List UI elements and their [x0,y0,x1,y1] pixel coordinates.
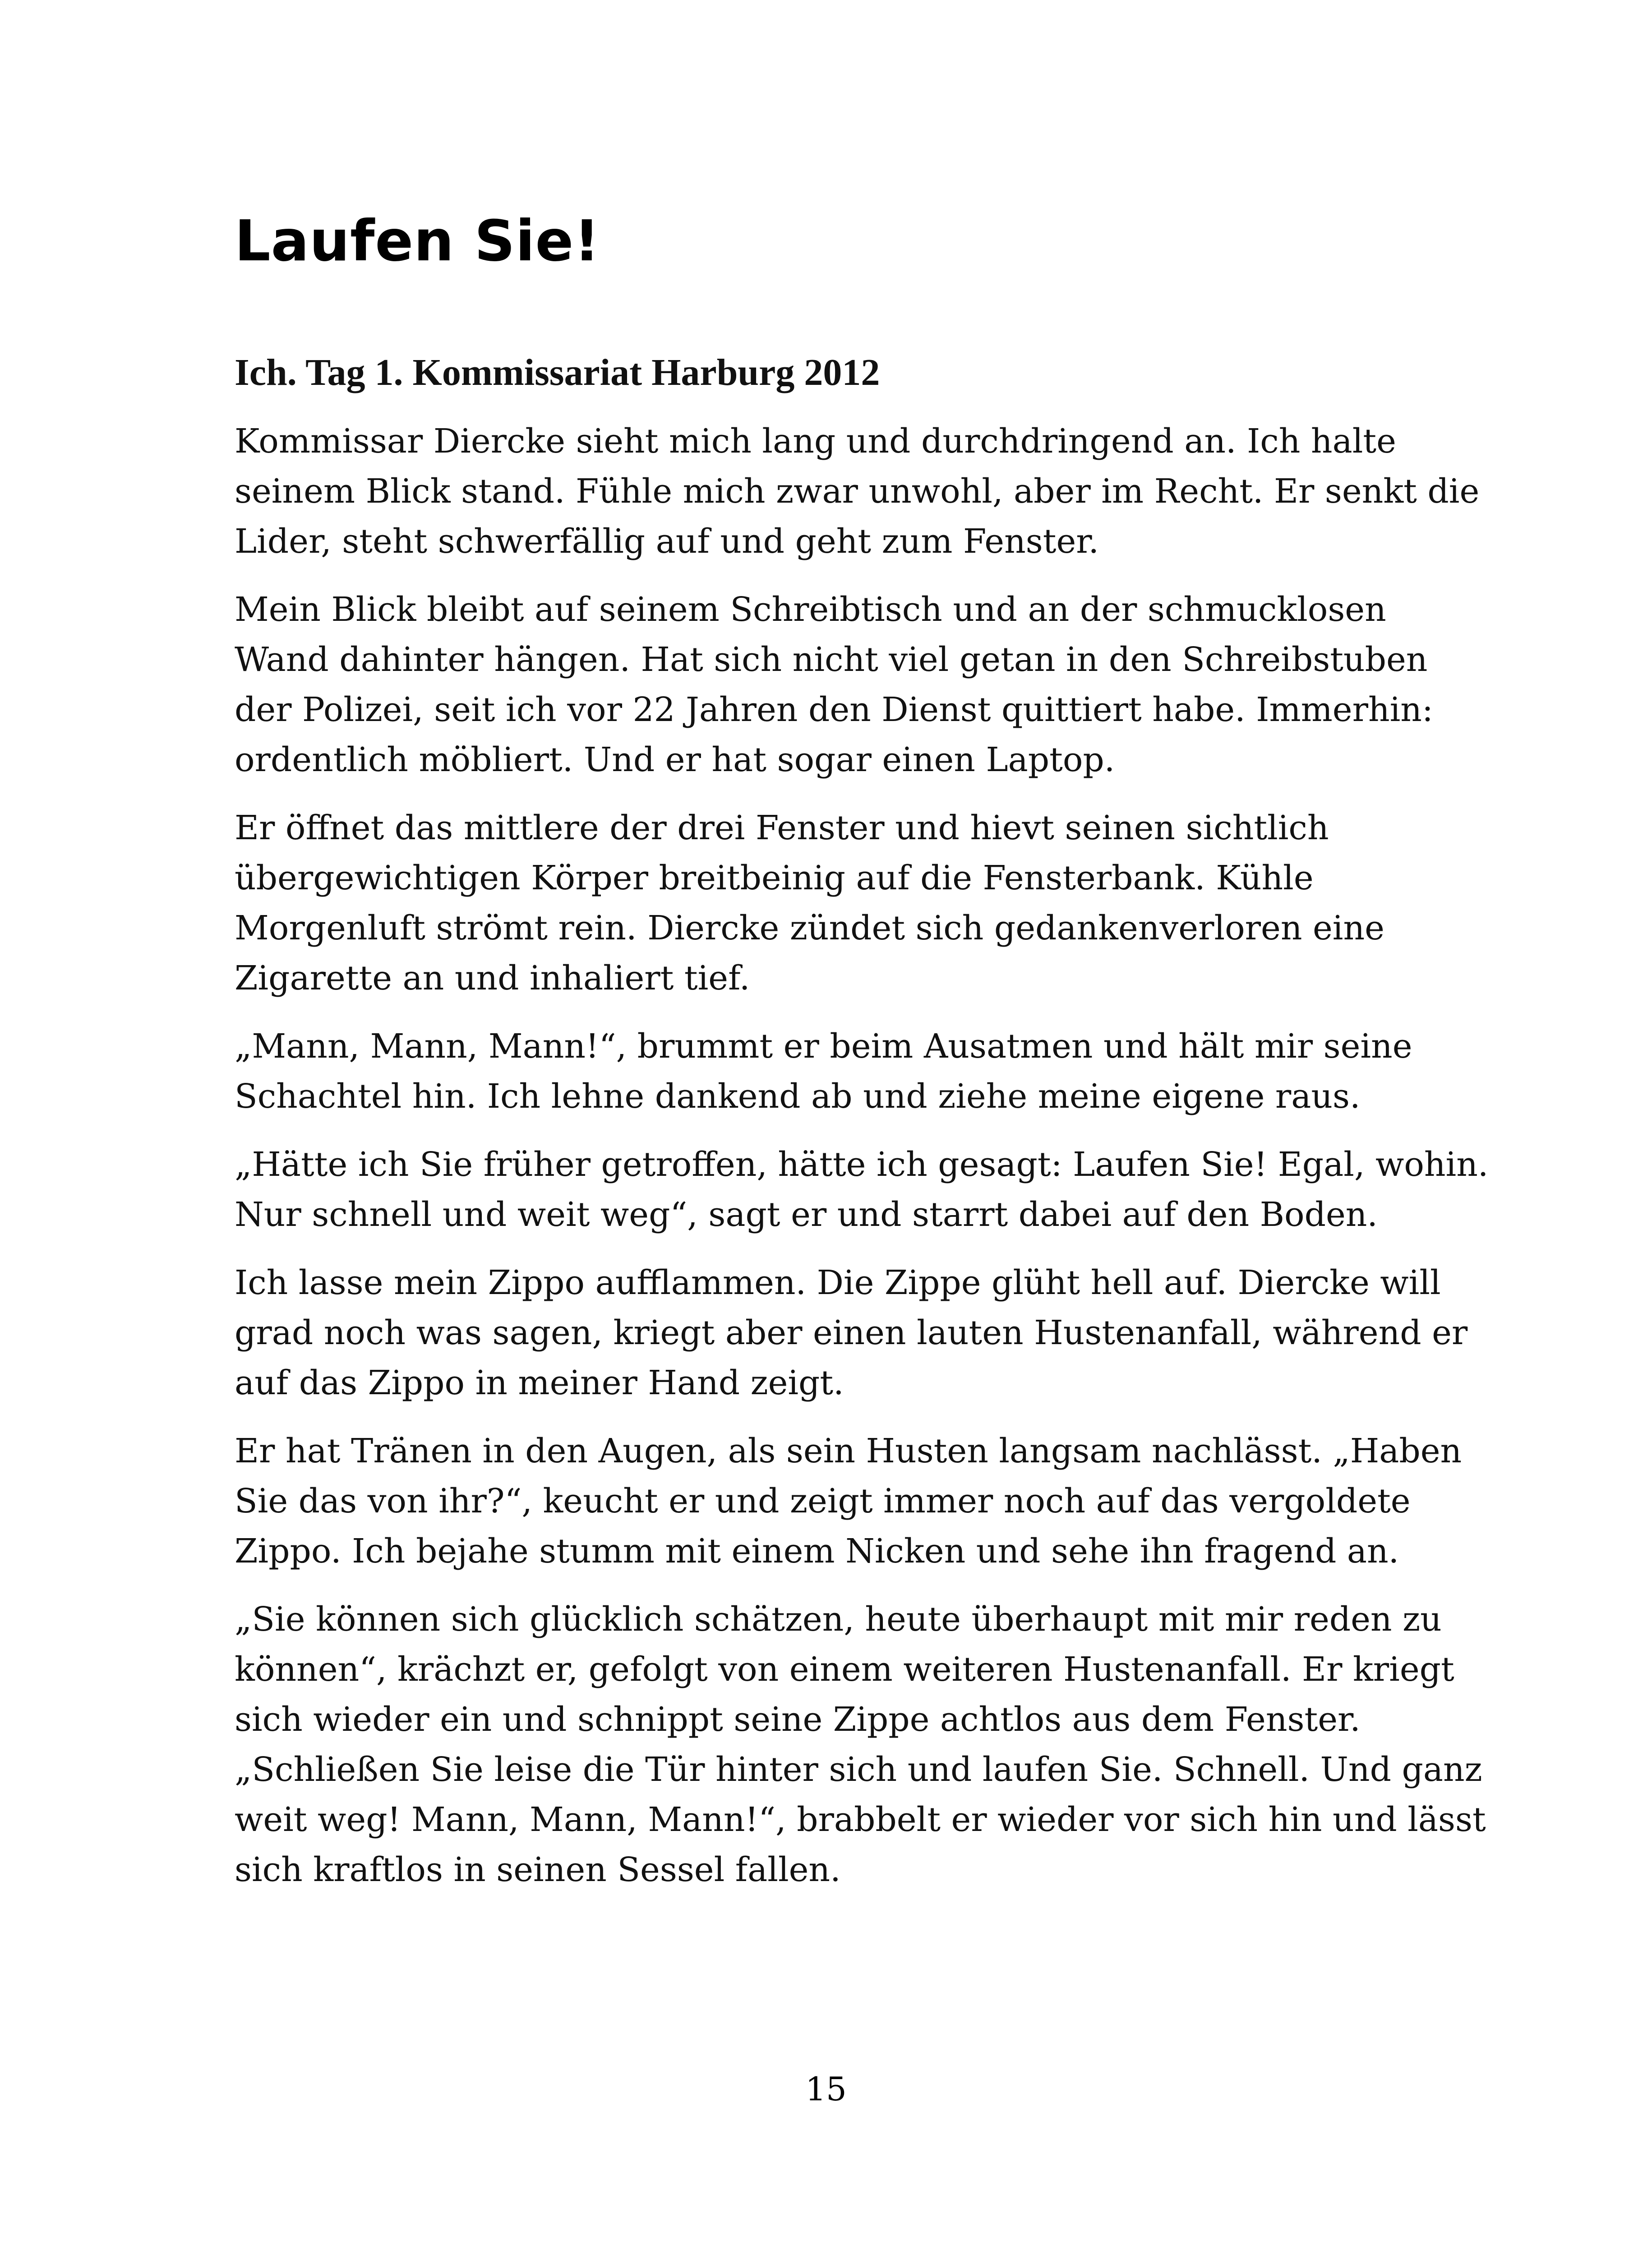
paragraph [235,585,1462,785]
chapter-title: Laufen Sie! [235,208,600,274]
paragraph-list [235,416,1489,1895]
text-line: Nur schnell und weit weg“, sagt er und starrt dabei auf den Boden. [235,1195,1378,1234]
text-line: „Sie können sich glücklich schätzen, heute überhaupt mit mir reden zu [235,1600,1442,1639]
text-line: Ich lasse mein Zippo aufflammen. Die Zippe glüht hell auf. Diercke will [235,1263,1441,1302]
page-number: 15 [805,2070,847,2108]
text-line: Lider, steht schwerfällig auf und geht zum Fenster. [235,522,1099,561]
section-heading: Ich. Tag 1. Kommissariat Harburg 2012 [235,351,880,393]
text-line: Er hat Tränen in den Augen, als sein Husten langsam nachlässt. „Haben [235,1432,1462,1470]
text-line: übergewichtigen Körper breitbeinig auf die Fensterbank. Kühle [235,859,1314,897]
paragraph [235,1022,1462,1122]
paragraph [235,1258,1468,1408]
text-line: Mein Blick bleibt auf seinem Schreibtisch und an der schmucklosen [235,590,1386,629]
text-line: Sie das von ihr?“, keucht er und zeigt immer noch auf das vergoldete [235,1482,1411,1521]
text-line: Morgenluft strömt rein. Diercke zündet sich gedankenverloren eine [235,909,1384,948]
text-line: Kommissar Diercke sieht mich lang und durchdringend an. Ich halte [235,422,1396,461]
paragraph [235,803,1462,1003]
paragraph [235,1140,1489,1240]
text-line: „Mann, Mann, Mann!“, brummt er beim Ausatmen und hält mir seine [235,1027,1412,1066]
text-line: auf das Zippo in meiner Hand zeigt. [235,1364,844,1402]
text-line: der Polizei, seit ich vor 22 Jahren den Dienst quittiert habe. Immerhin: [235,690,1433,729]
text-line: Er öffnet das mittlere der drei Fenster und hievt seinen sichtlich [235,809,1329,847]
page-body [235,347,1489,1913]
text-line: können“, krächzt er, gefolgt von einem weiteren Hustenanfall. Er kriegt [235,1650,1454,1689]
text-line: grad noch was sagen, kriegt aber einen lauten Hustenanfall, während er [235,1313,1468,1352]
text-line: Zippo. Ich bejahe stumm mit einem Nicken und sehe ihn fragend an. [235,1532,1399,1571]
text-line: „Schließen Sie leise die Tür hinter sich und laufen Sie. Schnell. Und ganz [235,1750,1482,1789]
paragraph [235,416,1480,567]
text-line: weit weg! Mann, Mann, Mann!“, brabbelt er wieder vor sich hin und lässt [235,1800,1486,1839]
paragraph [235,1595,1486,1895]
text-line: seinem Blick stand. Fühle mich zwar unwohl, aber im Recht. Er senkt die [235,472,1480,511]
paragraph [235,1426,1462,1576]
text-line: sich kraftlos in seinen Sessel fallen. [235,1850,841,1889]
text-line: Zigarette an und inhaliert tief. [235,959,750,998]
text-line: ordentlich möbliert. Und er hat sogar einen Laptop. [235,740,1115,779]
text-line: Wand dahinter hängen. Hat sich nicht viel getan in den Schreibstuben [235,640,1428,679]
text-line: Schachtel hin. Ich lehne dankend ab und ziehe meine eigene raus. [235,1077,1361,1116]
text-line: sich wieder ein und schnippt seine Zippe achtlos aus dem Fenster. [235,1700,1361,1739]
text-line: „Hätte ich Sie früher getroffen, hätte ich gesagt: Laufen Sie! Egal, wohin. [235,1145,1489,1184]
